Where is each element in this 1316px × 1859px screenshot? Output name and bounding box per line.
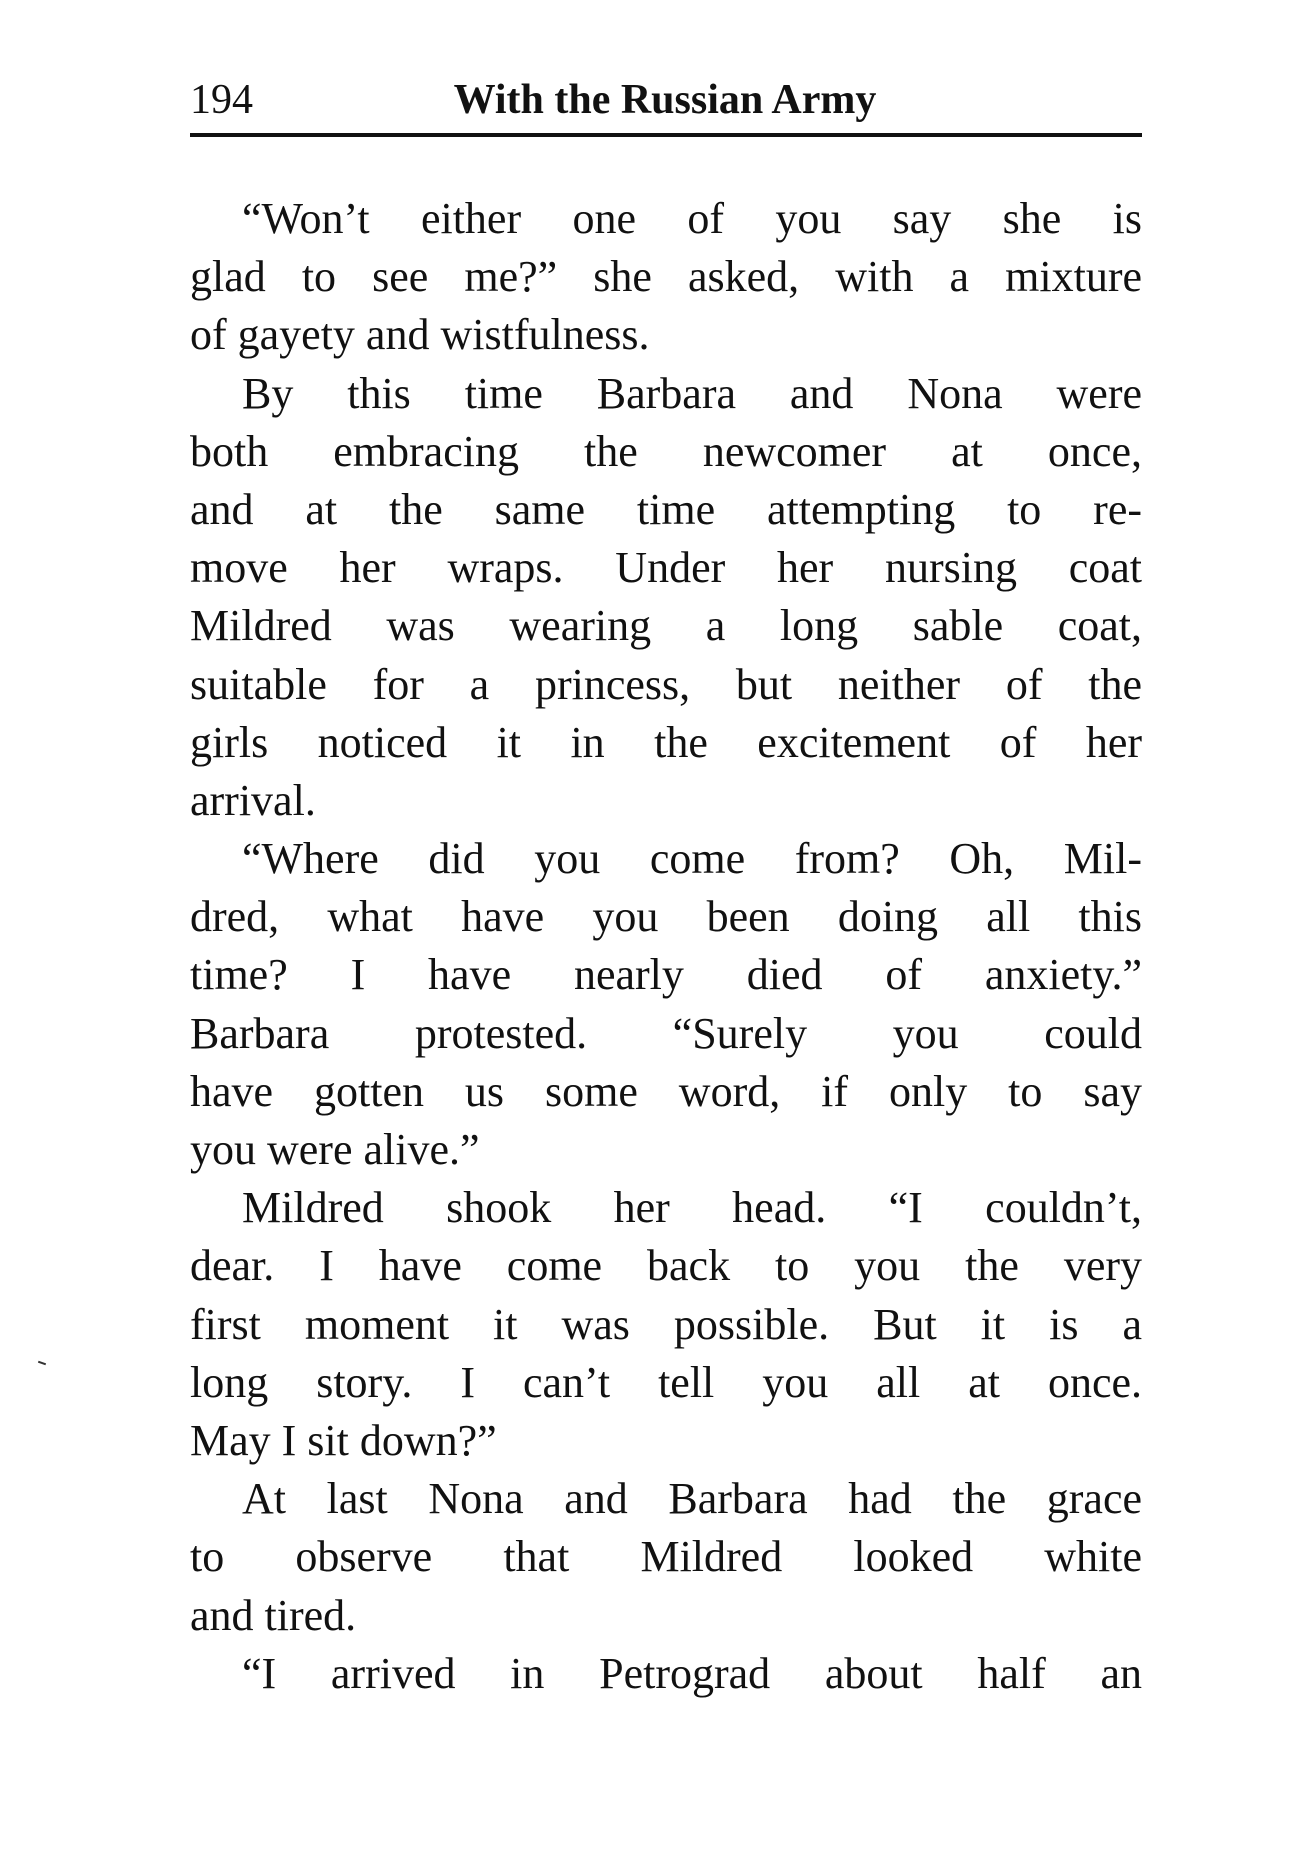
text-line: Barbara protested. “Surely you could bbox=[190, 1008, 1142, 1058]
text-line: to observe that Mildred looked white bbox=[190, 1532, 1142, 1582]
text-line: dear. I have come back to you the very bbox=[190, 1241, 1142, 1291]
text-line: arrival. bbox=[190, 775, 316, 825]
text-line: and tired. bbox=[190, 1590, 357, 1640]
text-line: of gayety and wistfulness. bbox=[190, 310, 650, 360]
text-line: and at the same time attempting to re- bbox=[190, 484, 1142, 534]
text-line: dred, what have you been doing all this bbox=[190, 892, 1142, 942]
page-header bbox=[190, 70, 1140, 130]
text-line: Mildred was wearing a long sable coat, bbox=[190, 601, 1142, 651]
ink-speck bbox=[38, 1361, 46, 1366]
text-line: At last Nona and Barbara had the grace bbox=[242, 1474, 1142, 1524]
header-rule bbox=[190, 133, 1142, 137]
text-line: “Where did you come from? Oh, Mil- bbox=[242, 834, 1142, 884]
text-line: “I arrived in Petrograd about half an bbox=[242, 1648, 1142, 1698]
running-title: With the Russian Army bbox=[453, 77, 877, 123]
text-line: girls noticed it in the excitement of her bbox=[190, 717, 1142, 767]
text-line: time? I have nearly died of anxiety.” bbox=[190, 950, 1142, 1000]
text-line: By this time Barbara and Nona were bbox=[242, 368, 1142, 418]
text-line: glad to see me?” she asked, with a mixture bbox=[190, 252, 1142, 302]
text-line: both embracing the newcomer at once, bbox=[190, 426, 1142, 476]
text-line: suitable for a princess, but neither of the bbox=[190, 659, 1142, 709]
text-line: long story. I can’t tell you all at once. bbox=[190, 1357, 1142, 1407]
text-line: have gotten us some word, if only to say bbox=[190, 1066, 1142, 1116]
text-line: “Won’t either one of you say she is bbox=[242, 194, 1142, 243]
text-line: you were alive.” bbox=[190, 1125, 480, 1174]
body-text bbox=[190, 190, 1142, 1703]
text-line: Mildred shook her head. “I couldn’t, bbox=[242, 1183, 1142, 1233]
page-number: 194 bbox=[190, 77, 253, 123]
text-line: May I sit down?” bbox=[190, 1415, 497, 1465]
text-line: move her wraps. Under her nursing coat bbox=[190, 543, 1142, 593]
text-line: first moment it was possible. But it is a bbox=[190, 1299, 1142, 1349]
